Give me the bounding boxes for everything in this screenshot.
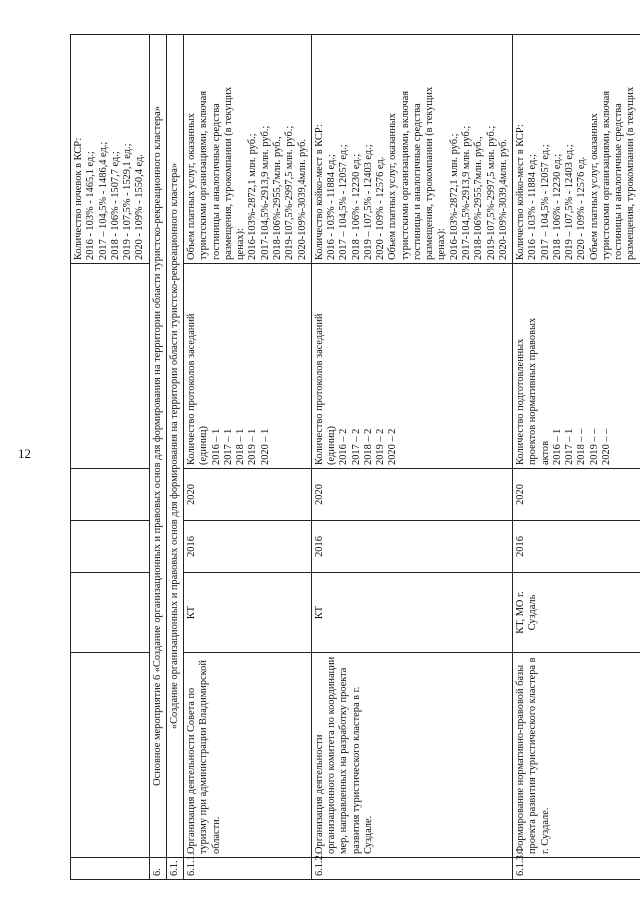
cell-line: 2016 – 2 — [338, 428, 350, 465]
cell-line: Количество протоколов заседаний — [186, 313, 198, 465]
cell-line: 2017-104,5%-2913,9 млн. руб.; — [259, 125, 271, 260]
cell-line: (единиц) — [326, 426, 338, 465]
row-name: Формирование нормативно-правовой базы проекта развития туристического кластера в г. Суздале. — [513, 653, 640, 858]
cell-line: Объем платных услуг, оказанных — [387, 113, 399, 260]
cell-line: размещения, турокомпании (в текущих — [625, 86, 637, 260]
cell-line: гостиницы и аналогичные средства — [210, 103, 222, 260]
section-row — [149, 35, 166, 880]
cell-line: 2019 – – — [588, 428, 600, 465]
cell-line: 2017-104,5%-2913,9 млн. руб.; — [460, 125, 472, 260]
rotated-table-wrapper — [70, 35, 637, 880]
cell-line: 2016 – 1 — [210, 428, 222, 465]
cell-line: актов — [539, 440, 551, 465]
cell-line: Объем платных услуг, оказанных — [588, 113, 600, 260]
cell-line: 2019 – 107,5% - 12403 ед.; — [564, 144, 576, 260]
cell-line: 2019 – 2 — [375, 428, 387, 465]
table-row — [311, 35, 512, 880]
cell-line: 2018-106%-2955,7млн. руб., — [473, 136, 485, 260]
row-executor: КТ — [311, 573, 512, 653]
cell-line: туристскими организациями, включая — [600, 90, 612, 260]
table-row — [184, 35, 312, 880]
row-num: 6.1.2. — [311, 858, 512, 880]
row-name: Организация деятельности организационного комитета по координации мер, направленных на разработку проекта развития туристического кластера в г. Суздале. — [311, 653, 512, 858]
cell-line: 2016 - 103% - 1465,1 ед.; — [85, 151, 97, 260]
cell-line: 2020 - 109% - 12576 ед. — [576, 156, 588, 260]
cell-line: проектов нормативных правовых — [527, 317, 539, 465]
subsection-num: 6.1. — [166, 858, 183, 880]
cell-line: 2016 - 103% - 11884 ед.; — [527, 154, 539, 260]
cell-line: 2020-109%-3039,4млн. руб. — [497, 138, 509, 260]
cell-line: 2019 – 107,5% - 12403 ед.; — [362, 144, 374, 260]
subsection-row — [166, 35, 183, 880]
cell-line: 2017 – 1 — [222, 428, 234, 465]
row-name: Организация деятельности Совета по туризму при администрации Владимирской области. — [184, 653, 312, 858]
cell-line: 2020 - 109% - 12576 ед. — [375, 156, 387, 260]
row-executor: КТ, МО г. Суздаль — [513, 573, 640, 653]
row-end: 2020 — [513, 469, 640, 521]
row-executor: КТ — [184, 573, 312, 653]
cell-line: 2016 – 1 — [551, 428, 563, 465]
cell-line: 2016-103%-2872,1 млн. руб.; — [247, 133, 259, 260]
row-indicator — [311, 264, 512, 469]
cell-line: Количество подготовленных — [515, 338, 527, 465]
cell-line: Количество протоколов заседаний — [313, 313, 325, 465]
cell-line: 2018 – 1 — [235, 428, 247, 465]
cell-line: 2018 - 106% - 1507,7 ед.; — [109, 151, 121, 260]
cell-line: 2017 – 1 — [564, 428, 576, 465]
cell-line: 2019-107,5%-2997,5 млн. руб.; — [485, 125, 497, 260]
measures-table — [70, 34, 640, 880]
cell-line: размещения, турокомпании (в текущих — [424, 86, 436, 260]
row-start: 2016 — [513, 521, 640, 573]
cell-line: туристскими организациями, включая — [399, 90, 411, 260]
cell-line: 2017 – 104,5% - 1486,4 ед.; — [97, 141, 109, 260]
cell-line: 2020-109%-3039,4млн. руб. — [296, 138, 308, 260]
row-indicator — [184, 264, 312, 469]
cell-line: гостиницы и аналогичные средства — [411, 103, 423, 260]
row-end: 2020 — [311, 469, 512, 521]
cell-line: 2017 – 104,5% - 12057 ед.; — [539, 144, 551, 260]
row-effect — [184, 35, 312, 264]
cell-line: 2018 - 106% - 12230 ед.; — [551, 153, 563, 260]
cell-line: Количество койко-мест в КСР: — [515, 124, 527, 260]
cell-line: 2020 - 109% - 1550,4 ед. — [134, 154, 146, 260]
cell-line: Количество ночевок в КСР: — [73, 137, 84, 260]
row-start: 2016 — [184, 521, 312, 573]
section-title: Основное мероприятие 6 «Создание организационных и правовых основ для формирования на территории области туристско-рекреационного кластера» — [149, 35, 166, 858]
section-num: 6. — [149, 858, 166, 880]
cell-line: 2020 – 2 — [387, 428, 399, 465]
cell-line: 2017 – 104,5% - 12057 ед.; — [338, 144, 350, 260]
page-number: 12 — [18, 446, 31, 461]
cell-line: 2020 – 1 — [259, 428, 271, 465]
cell-line: 2019 – 1 — [247, 428, 259, 465]
cell-line: ценах): — [436, 228, 448, 260]
cell-line: 2018 - 106% - 12230 ед.; — [350, 153, 362, 260]
cell-line: 2018 – – — [576, 428, 588, 465]
cell-line: 2019 - 107,5% - 1529,1 ед.; — [122, 143, 134, 260]
top-effect-cell — [71, 35, 150, 264]
row-effect — [311, 35, 512, 264]
cell-line: 2020 – – — [600, 428, 612, 465]
cell-line: туристскими организациями, включая — [198, 90, 210, 260]
row-start: 2016 — [311, 521, 512, 573]
cell-line: (единиц) — [198, 426, 210, 465]
table-row — [71, 35, 150, 880]
cell-line: 2018-106%-2955,7млн. руб., — [271, 136, 283, 260]
subsection-title: «Создание организационных и правовых основ для формирования на территории области туристско-рекреационного кластера» — [166, 35, 183, 858]
cell-line: 2018 – 2 — [362, 428, 374, 465]
row-effect — [513, 35, 640, 264]
row-indicator — [513, 264, 640, 469]
cell-line: Объем платных услуг, оказанных — [186, 113, 198, 260]
cell-line: 2016-103%-2872,1 млн. руб.; — [448, 133, 460, 260]
cell-line: 2017 – 2 — [350, 428, 362, 465]
cell-line: размещения, турокомпании (в текущих — [222, 86, 234, 260]
cell-line: ценах): — [235, 228, 247, 260]
cell-line: гостиницы и аналогичные средства — [613, 103, 625, 260]
row-num: 6.1.1. — [184, 858, 312, 880]
cell-line: 2016 - 103% - 11884 ед.; — [326, 154, 338, 260]
cell-line: 2019-107,5%-2997,5 млн. руб.; — [284, 125, 296, 260]
row-end: 2020 — [184, 469, 312, 521]
cell-line: Количество койко-мест в КСР: — [313, 124, 325, 260]
table-row — [513, 35, 640, 880]
row-num: 6.1.3. — [513, 858, 640, 880]
